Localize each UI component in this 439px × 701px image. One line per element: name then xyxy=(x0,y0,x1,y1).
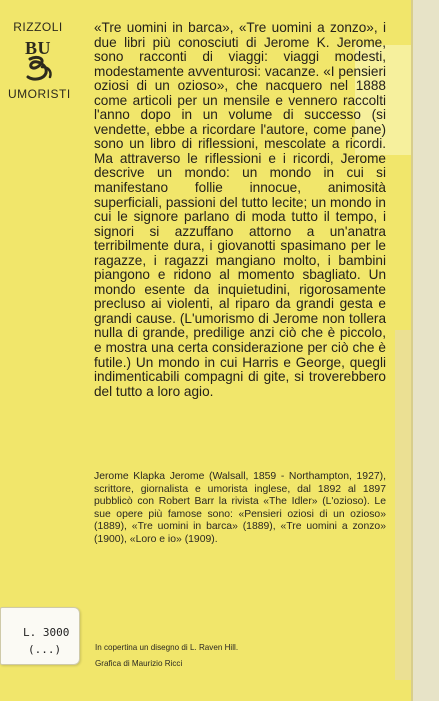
price-note: (...) xyxy=(28,643,62,656)
bur-logo-icon xyxy=(18,37,58,83)
author-bio: Jerome Klapka Jerome (Walsall, 1859 - Northampton, 1927), scrittore, giornalista e umorista inglese, dal 1892 al 1897 pubblicò con Robert Barr la rivista «The Idler» (L'ozioso). Le sue opere più famose sono: «Pensieri oziosi di un ozioso» (1889), «Tre uomini in barca» (1889), «Tre uomini a zonzo» (1900), «Loro e io» (1909). xyxy=(94,471,386,545)
series-name: UMORISTI xyxy=(8,87,71,101)
design-credit: Grafica di Maurizio Ricci xyxy=(95,659,183,668)
price-label: L. 3000 xyxy=(23,626,70,639)
cover-credit: In copertina un disegno di L. Raven Hill. xyxy=(95,643,239,652)
page-edge xyxy=(411,0,439,701)
book-description: «Tre uomini in barca», «Tre uomini a zonzo», i due libri più conosciuti di Jerome K. Jerome, sono racconti di viaggi: viaggi modesti, modestamente avventurosi: vacanze. «I pensieri oziosi di un ozioso», che nacquero nel 1888 come articoli per un mensile e vennero raccolti l'anno dopo in un volume di successo (si vendette, ebbe a ricordare l'autore, come pane) sono un libro di riflessioni, mescolate a ricordi. Ma attraverso le riflessioni e i ricordi, Jerome descrive un mondo: un mondo in cui si manifestano follie innocue, animosità superficiali, passioni del tutto lecite; un mondo in cui le signore parlano di moda tutto il tempo, i signori si azzuffano attorno a un'anatra terribilmente dura, i giovanotti spasimano per le ragazze, i ragazzi mangiano molto, i bambini piangono e ridono al momento sbagliato. Un mondo esente da inquietudini, rigorosamente precluso ai violenti, al riparo da grandi gesta e grandi cause. (L'umorismo di Jerome non tollera nulla di grande, predilige anzi ciò che è piccolo, e mostra una certa considerazione per ciò che è futile.) Un mondo in cui Harris e George, quegli indimenticabili compagni di gite, si troverebbero del tutto a loro agio. xyxy=(94,20,386,399)
publisher-name: RIZZOLI xyxy=(13,20,63,34)
publisher-brand xyxy=(8,20,71,101)
svg-text:BU: BU xyxy=(24,38,52,58)
price-sticker xyxy=(0,607,80,665)
credits xyxy=(95,642,385,674)
